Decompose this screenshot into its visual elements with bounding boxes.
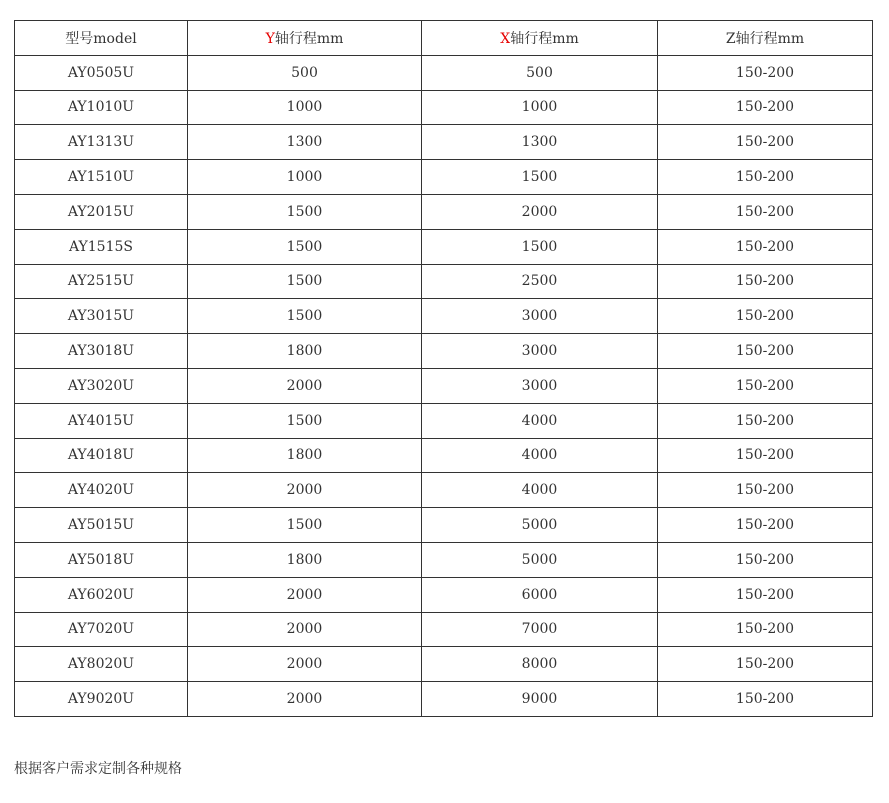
x-travel-cell: 2000 — [422, 194, 658, 229]
x-travel-cell: 7000 — [422, 612, 658, 647]
header-x-travel — [422, 21, 658, 56]
z-travel-cell: 150-200 — [658, 368, 873, 403]
y-travel-cell: 1500 — [188, 194, 422, 229]
z-travel-cell: 150-200 — [658, 508, 873, 543]
header-y-travel-label: 轴行程mm — [274, 30, 344, 47]
model-cell: AY0505U — [15, 55, 188, 90]
x-travel-cell: 8000 — [422, 647, 658, 682]
y-travel-cell: 1500 — [188, 229, 422, 264]
table-row — [15, 229, 873, 264]
header-x-travel-label: 轴行程mm — [510, 30, 579, 47]
y-travel-cell: 1500 — [188, 508, 422, 543]
z-travel-cell: 150-200 — [658, 612, 873, 647]
z-travel-cell: 150-200 — [658, 125, 873, 160]
y-travel-cell: 2000 — [188, 612, 422, 647]
table-header-row — [15, 21, 873, 56]
z-travel-cell: 150-200 — [658, 473, 873, 508]
x-travel-cell: 1000 — [422, 90, 658, 125]
x-travel-cell: 1300 — [422, 125, 658, 160]
table-row — [15, 542, 873, 577]
model-cell: AY1010U — [15, 90, 188, 125]
y-travel-cell: 1500 — [188, 264, 422, 299]
table-row — [15, 125, 873, 160]
z-travel-cell: 150-200 — [658, 647, 873, 682]
x-travel-cell: 4000 — [422, 438, 658, 473]
x-travel-cell: 3000 — [422, 299, 658, 334]
z-travel-cell: 150-200 — [658, 90, 873, 125]
model-cell: AY9020U — [15, 682, 188, 717]
header-y-travel — [188, 21, 422, 56]
header-y-axis-letter: Y — [265, 30, 275, 47]
table-row — [15, 194, 873, 229]
x-travel-cell: 500 — [422, 55, 658, 90]
model-cell: AY1313U — [15, 125, 188, 160]
z-travel-cell: 150-200 — [658, 403, 873, 438]
table-row — [15, 334, 873, 369]
model-cell: AY3020U — [15, 368, 188, 403]
y-travel-cell: 2000 — [188, 647, 422, 682]
x-travel-cell: 4000 — [422, 403, 658, 438]
model-cell: AY4018U — [15, 438, 188, 473]
x-travel-cell: 5000 — [422, 542, 658, 577]
table-row — [15, 299, 873, 334]
spec-table — [14, 20, 873, 717]
table-row — [15, 264, 873, 299]
table-row — [15, 473, 873, 508]
y-travel-cell: 1800 — [188, 334, 422, 369]
y-travel-cell: 2000 — [188, 682, 422, 717]
x-travel-cell: 2500 — [422, 264, 658, 299]
z-travel-cell: 150-200 — [658, 334, 873, 369]
model-cell: AY4015U — [15, 403, 188, 438]
z-travel-cell: 150-200 — [658, 264, 873, 299]
z-travel-cell: 150-200 — [658, 299, 873, 334]
model-cell: AY2015U — [15, 194, 188, 229]
y-travel-cell: 1300 — [188, 125, 422, 160]
z-travel-cell: 150-200 — [658, 438, 873, 473]
x-travel-cell: 3000 — [422, 368, 658, 403]
table-row — [15, 160, 873, 195]
model-cell: AY2515U — [15, 264, 188, 299]
header-z-travel: Z轴行程mm — [658, 21, 873, 56]
model-cell: AY5015U — [15, 508, 188, 543]
y-travel-cell: 1000 — [188, 90, 422, 125]
x-travel-cell: 1500 — [422, 160, 658, 195]
z-travel-cell: 150-200 — [658, 542, 873, 577]
z-travel-cell: 150-200 — [658, 229, 873, 264]
model-cell: AY3018U — [15, 334, 188, 369]
table-row — [15, 682, 873, 717]
spec-table-container — [14, 20, 872, 717]
y-travel-cell: 500 — [188, 55, 422, 90]
y-travel-cell: 1500 — [188, 403, 422, 438]
model-cell: AY6020U — [15, 577, 188, 612]
table-row — [15, 438, 873, 473]
model-cell: AY3015U — [15, 299, 188, 334]
table-row — [15, 90, 873, 125]
model-cell: AY5018U — [15, 542, 188, 577]
y-travel-cell: 2000 — [188, 473, 422, 508]
header-model: 型号model — [15, 21, 188, 56]
z-travel-cell: 150-200 — [658, 194, 873, 229]
x-travel-cell: 5000 — [422, 508, 658, 543]
y-travel-cell: 1500 — [188, 299, 422, 334]
model-cell: AY8020U — [15, 647, 188, 682]
z-travel-cell: 150-200 — [658, 55, 873, 90]
table-row — [15, 55, 873, 90]
x-travel-cell: 3000 — [422, 334, 658, 369]
z-travel-cell: 150-200 — [658, 682, 873, 717]
x-travel-cell: 6000 — [422, 577, 658, 612]
y-travel-cell: 2000 — [188, 368, 422, 403]
x-travel-cell: 9000 — [422, 682, 658, 717]
table-row — [15, 577, 873, 612]
z-travel-cell: 150-200 — [658, 577, 873, 612]
y-travel-cell: 2000 — [188, 577, 422, 612]
y-travel-cell: 1000 — [188, 160, 422, 195]
x-travel-cell: 4000 — [422, 473, 658, 508]
table-row — [15, 403, 873, 438]
table-row — [15, 647, 873, 682]
header-x-axis-letter: X — [500, 30, 511, 47]
x-travel-cell: 1500 — [422, 229, 658, 264]
y-travel-cell: 1800 — [188, 542, 422, 577]
custom-spec-note: 根据客户需求定制各种规格 — [14, 761, 182, 777]
table-row — [15, 612, 873, 647]
model-cell: AY1510U — [15, 160, 188, 195]
z-travel-cell: 150-200 — [658, 160, 873, 195]
model-cell: AY1515S — [15, 229, 188, 264]
model-cell: AY7020U — [15, 612, 188, 647]
table-row — [15, 368, 873, 403]
table-row — [15, 508, 873, 543]
model-cell: AY4020U — [15, 473, 188, 508]
y-travel-cell: 1800 — [188, 438, 422, 473]
